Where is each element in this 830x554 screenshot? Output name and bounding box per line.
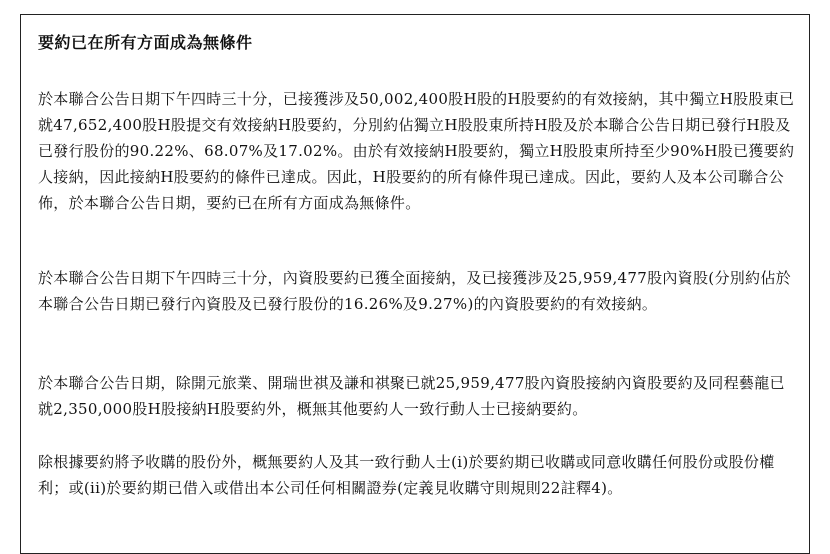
paragraph-domestic-share-acceptance: 於本聯合公告日期下午四時三十分，內資股要約已獲全面接納，及已接獲涉及25,959,477股內資股(分別約佔於本聯合公告日期已發行內資股及已發行股份的16.26%及9.27%)的內資股要約的有效接納。 xyxy=(38,269,791,313)
paragraph-h-share-acceptance: 於本聯合公告日期下午四時三十分，已接獲涉及50,002,400股H股的H股要約的有效接納，其中獨立H股股東已就47,652,400股H股提交有效接納H股要約，分別約佔獨立H股股東所持H股及於本聯合公告日期已發行H股及已發行股份的90.22%、68.07%及17.02%。由於有效接納H股要約，獨立H股股東所持至少90%H股已獲要約人接納，因此接納H股要約的條件已達成。因此，H股要約的所有條件現已達成。因此，要約人及本公司聯合公佈，於本聯合公告日期，要約已在所有方面成為無條件。 xyxy=(38,90,795,212)
section-heading: 要約已在所有方面成為無條件 xyxy=(38,33,253,52)
paragraph-no-other-acquisitions: 除根據要約將予收購的股份外，概無要約人及其一致行動人士(i)於要約期已收購或同意收購任何股份或股份權利；或(ii)於要約期已借入或借出本公司任何相關證券(定義見收購守則規則22註釋4)。 xyxy=(38,453,775,497)
paragraph-concert-parties: 於本聯合公告日期，除開元旅業、開瑞世祺及謙和祺聚已就25,959,477股內資股接納內資股要約及同程藝龍已就2,350,000股H股接納H股要約外，概無其他要約人一致行動人士已接納要約。 xyxy=(38,374,785,418)
